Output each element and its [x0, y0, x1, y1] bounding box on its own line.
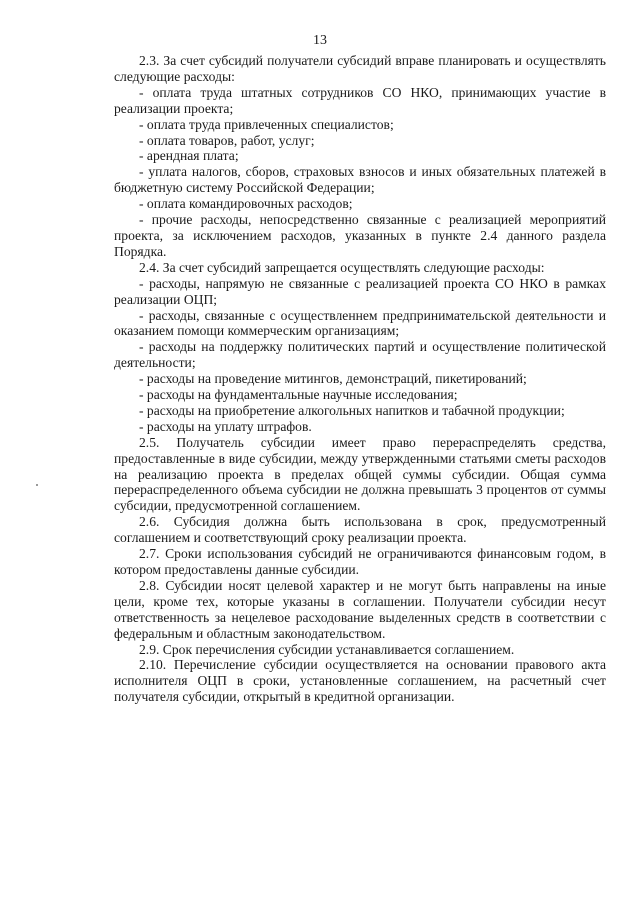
list-item: - оплата командировочных расходов; — [139, 196, 353, 212]
list-item: - оплата труда штатных сотрудников СО НКО, принимающих участие в реализации проекта; — [114, 84, 606, 116]
list-item: - расходы на приобретение алкогольных напитков и табачной продукции; — [139, 402, 565, 418]
clause-2-8: 2.8. Субсидии носят целевой характер и не могут быть направлены на иные цели, кроме тех, которые указаны в соглашении. Получатели субсидии несут ответственность за нецелевое расходование выделенных средств в соответствии с федеральным и областным законодательством. — [114, 577, 606, 641]
scan-speck — [36, 484, 38, 486]
list-item: - расходы на поддержку политических партий и осуществление политической деятельности; — [114, 339, 606, 371]
page-number: 13 — [313, 33, 327, 48]
clause-2-4-intro: 2.4. За счет субсидий запрещается осуществлять следующие расходы: — [139, 259, 545, 275]
clause-2-5: 2.5. Получатель субсидии имеет право перераспределять средства, предоставленные в виде субсидии, между утвержденными статьями сметы расходов на реализацию проекта в пределах общей суммы субсидии. Общая сумма перераспределенного объема субсидии не должна превышать 3 процентов от суммы субсидии, предусмотренной соглашением. — [114, 434, 606, 514]
clause-2-7: 2.7. Сроки использования субсидий не ограничиваются финансовым годом, в котором предоставлены данные субсидии. — [114, 546, 606, 577]
list-item: - расходы на проведение митингов, демонстраций, пикетирований; — [139, 371, 527, 387]
clause-2-3-intro: 2.3. За счет субсидий получатели субсидий вправе планировать и осуществлять следующие расходы: — [114, 53, 606, 84]
list-item: - расходы, напрямую не связанные с реализацией проекта СО НКО в рамках реализации ОЦП; — [114, 275, 606, 307]
list-item: - арендная плата; — [139, 148, 239, 164]
clause-2-9: 2.9. Срок перечисления субсидии устанавливается соглашением. — [139, 641, 515, 657]
list-item: - уплата налогов, сборов, страховых взносов и иных обязательных платежей в бюджетную систему Российской Федерации; — [114, 164, 606, 196]
clause-2-6: 2.6. Субсидия должна быть использована в срок, предусмотренный соглашением и соответствующий сроку реализации проекта. — [114, 514, 606, 546]
document-body — [114, 53, 606, 705]
list-item: - оплата товаров, работ, услуг; — [139, 132, 315, 148]
list-item: - расходы, связанные с осуществленнем предпринимательской деятельности и оказанием помощи коммерческим организациям; — [114, 307, 606, 339]
list-item: - расходы на фундаментальные научные исследования; — [139, 387, 458, 403]
clause-2-10: 2.10. Перечисление субсидии осуществляется на основании правового акта исполнителя ОЦП в сроки, установленные соглашением, на расчетный счет получателя субсидии, открытый в кредитной организации. — [114, 657, 606, 705]
list-item: - расходы на уплату штрафов. — [139, 418, 312, 434]
list-item: - оплата труда привлеченных специалистов; — [139, 116, 394, 132]
list-item: - прочие расходы, непосредственно связанные с реализацией мероприятий проекта, за исключением расходов, указанных в пункте 2.4 данного раздела Порядка. — [114, 212, 606, 259]
